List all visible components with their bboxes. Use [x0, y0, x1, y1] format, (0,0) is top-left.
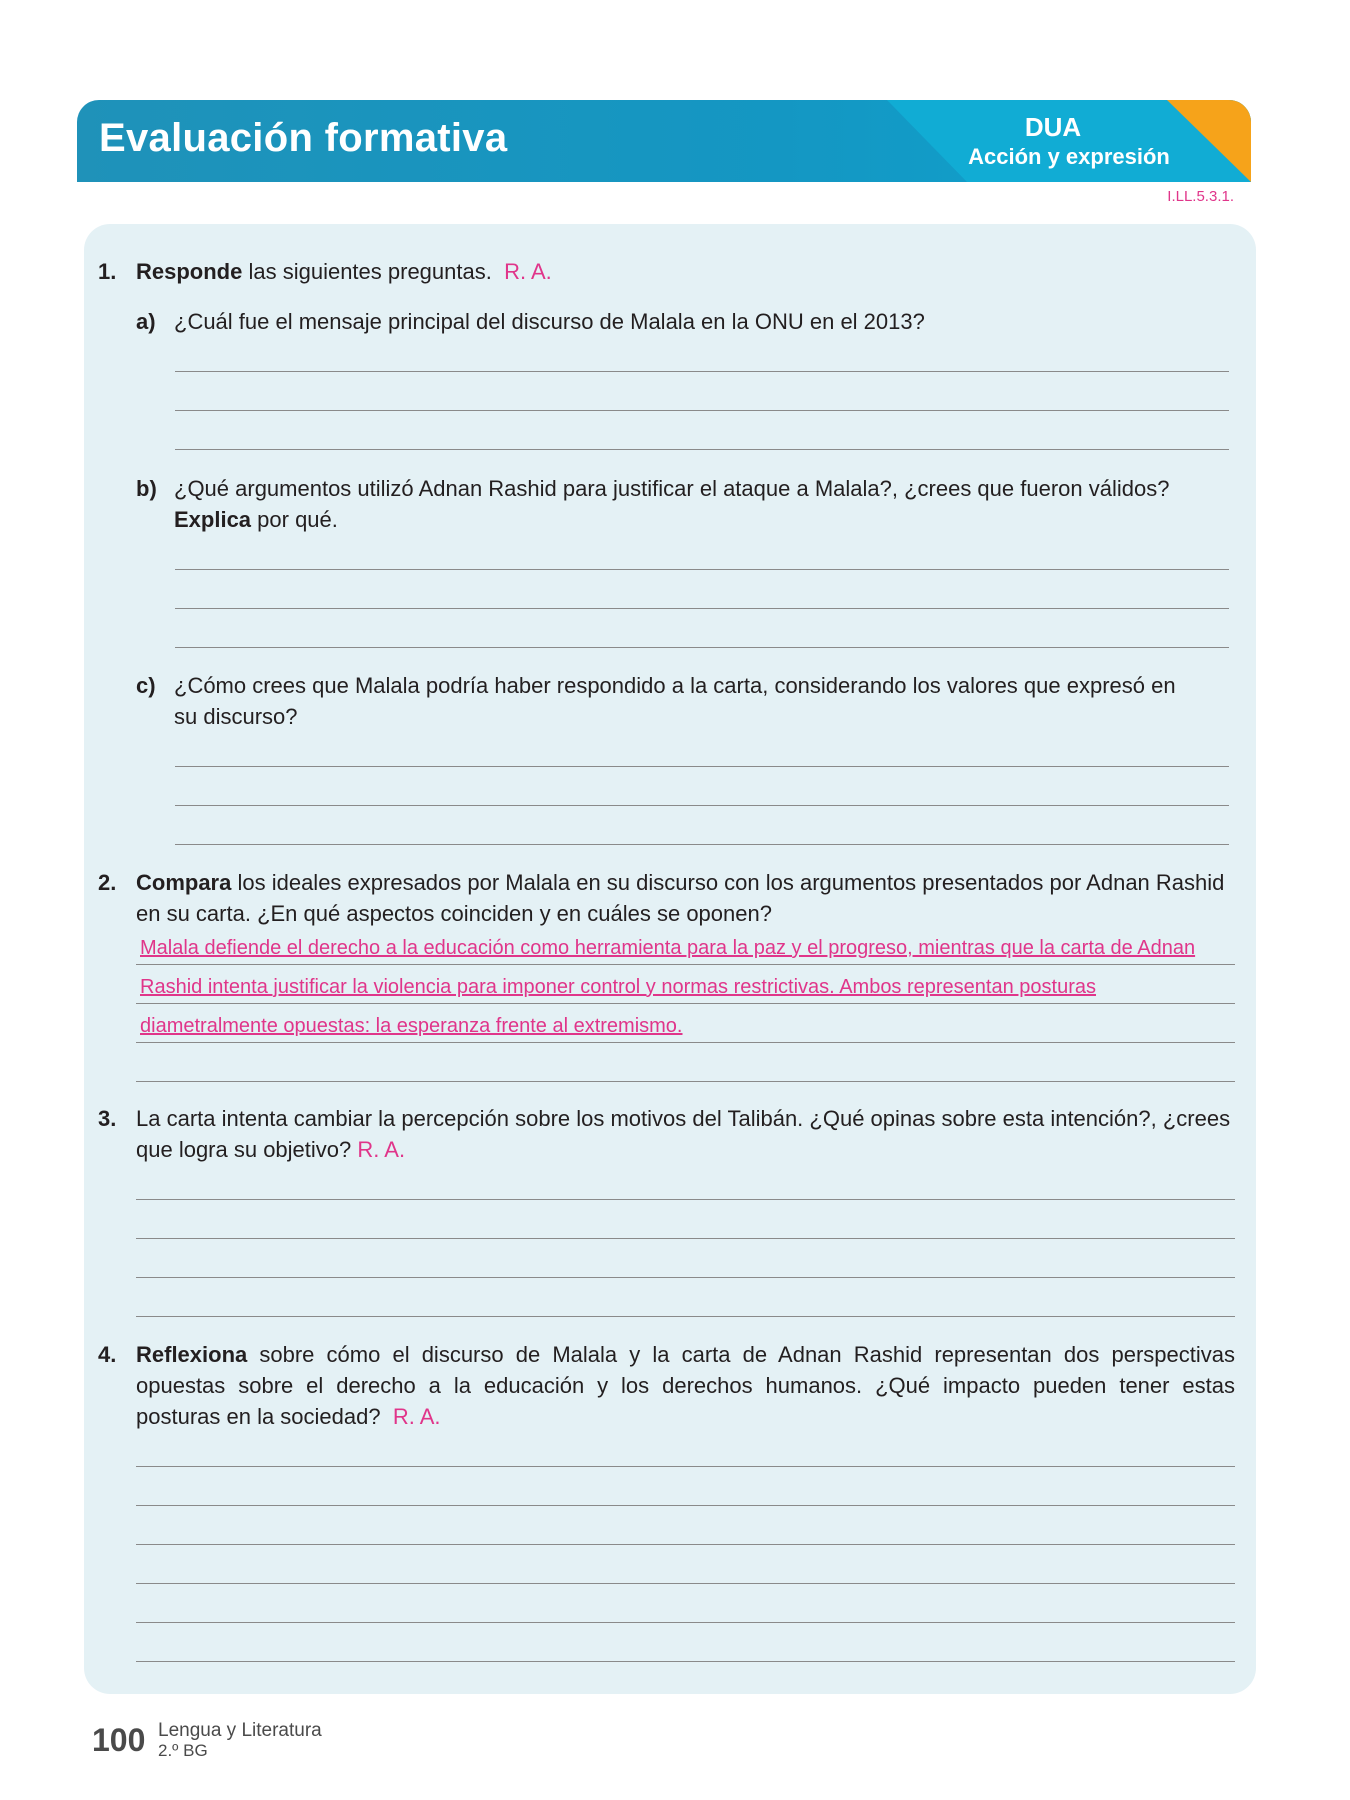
question-rest: sobre cómo el discurso de Malala y la carta de Adnan Rashid representan dos perspectivas [247, 1342, 1235, 1367]
sample-answer-line: Rashid intenta justificar la violencia para imponer control y normas restrictivas. Ambos representan posturas [140, 976, 1096, 998]
dua-subtitle: Acción y expresión [968, 144, 1170, 169]
answer-line[interactable] [175, 608, 1229, 609]
answer-line[interactable] [175, 410, 1229, 411]
question-text-line2 [136, 1134, 405, 1165]
answer-line[interactable] [175, 766, 1229, 767]
answer-line[interactable] [175, 844, 1229, 845]
question-number: 2. [98, 870, 117, 895]
indicator-code: I.LL.5.3.1. [1167, 188, 1234, 205]
subquestion-text: ¿Cuál fue el mensaje principal del discurso de Malala en la ONU en el 2013? [174, 309, 925, 334]
subquestion-text-line2 [174, 504, 338, 535]
answer-line[interactable] [175, 371, 1229, 372]
question-rest: por qué. [251, 507, 338, 532]
answer-line[interactable] [175, 569, 1229, 570]
subquestion-text-line2: su discurso? [174, 704, 298, 729]
question-rest: las siguientes preguntas. [242, 259, 492, 284]
subquestion-letter: b) [136, 476, 157, 501]
page-number: 100 [92, 1722, 146, 1758]
question-verb: Compara [136, 870, 232, 895]
question-verb: Explica [174, 507, 252, 532]
question-rest: posturas en la sociedad? [136, 1404, 381, 1429]
answer-line[interactable] [136, 1466, 1235, 1467]
subquestion-text: ¿Cómo crees que Malala podría haber respondido a la carta, considerando los valores que expresó en [174, 673, 1176, 698]
ra-label: R. A. [504, 259, 552, 284]
question-rest: los ideales expresados por Malala en su discurso con los argumentos presentados por Adnan Rashid [231, 870, 1225, 895]
answer-line[interactable] [136, 1042, 1235, 1043]
question-number: 4. [98, 1342, 117, 1367]
answer-line[interactable] [136, 1081, 1235, 1082]
section-title: Evaluación formativa [99, 116, 508, 160]
answer-line[interactable] [136, 1199, 1235, 1200]
question-text [136, 867, 1224, 898]
ra-label: R. A. [392, 1404, 441, 1429]
answer-line[interactable] [136, 1583, 1235, 1584]
sample-answer-line: Malala defiende el derecho a la educación como herramienta para la paz y el progreso, mientras que la carta de Adnan [140, 937, 1196, 959]
activity-card [84, 224, 1256, 1694]
footer-grade: 2.º BG [158, 1741, 208, 1760]
sample-answer-line: diametralmente opuestas: la esperanza frente al extremismo. [140, 1015, 683, 1037]
question-verb: Reflexiona [136, 1342, 248, 1367]
answer-line[interactable] [175, 647, 1229, 648]
question-number: 1. [98, 259, 117, 284]
question-verb: Responde [136, 259, 243, 284]
answer-line[interactable] [175, 805, 1229, 806]
question-text-line2: opuestas sobre el derecho a la educación y los derechos humanos. ¿Qué impacto pueden tener estas [136, 1373, 1235, 1398]
answer-line[interactable] [136, 1505, 1235, 1506]
answer-line[interactable] [136, 1238, 1235, 1239]
question-rest: que logra su objetivo? [136, 1137, 352, 1162]
answer-line[interactable] [136, 1003, 1235, 1004]
section-header [77, 100, 1251, 182]
subquestion-letter: c) [136, 673, 156, 698]
answer-line[interactable] [136, 1622, 1235, 1623]
ra-label: R. A. [357, 1137, 406, 1162]
answer-line[interactable] [136, 964, 1235, 965]
answer-line[interactable] [175, 449, 1229, 450]
question-text-line3 [136, 1401, 1235, 1432]
question-text [136, 256, 552, 287]
question-text-line2: en su carta. ¿En qué aspectos coinciden y en cuáles se oponen? [136, 901, 772, 926]
question-text-line1 [136, 1339, 1235, 1370]
subquestion-letter: a) [136, 309, 156, 334]
answer-line[interactable] [136, 1277, 1235, 1278]
question-text: La carta intenta cambiar la percepción sobre los motivos del Talibán. ¿Qué opinas sobre esta intención?, ¿crees [136, 1106, 1231, 1131]
answer-line[interactable] [136, 1661, 1235, 1662]
question-number: 3. [98, 1106, 117, 1131]
answer-line[interactable] [136, 1544, 1235, 1545]
dua-label: DUA [1024, 112, 1082, 142]
subquestion-text: ¿Qué argumentos utilizó Adnan Rashid para justificar el ataque a Malala?, ¿crees que fueron válidos? [174, 476, 1170, 501]
answer-line[interactable] [136, 1316, 1235, 1317]
footer-subject: Lengua y Literatura [158, 1720, 322, 1741]
question-text [136, 1339, 1235, 1432]
